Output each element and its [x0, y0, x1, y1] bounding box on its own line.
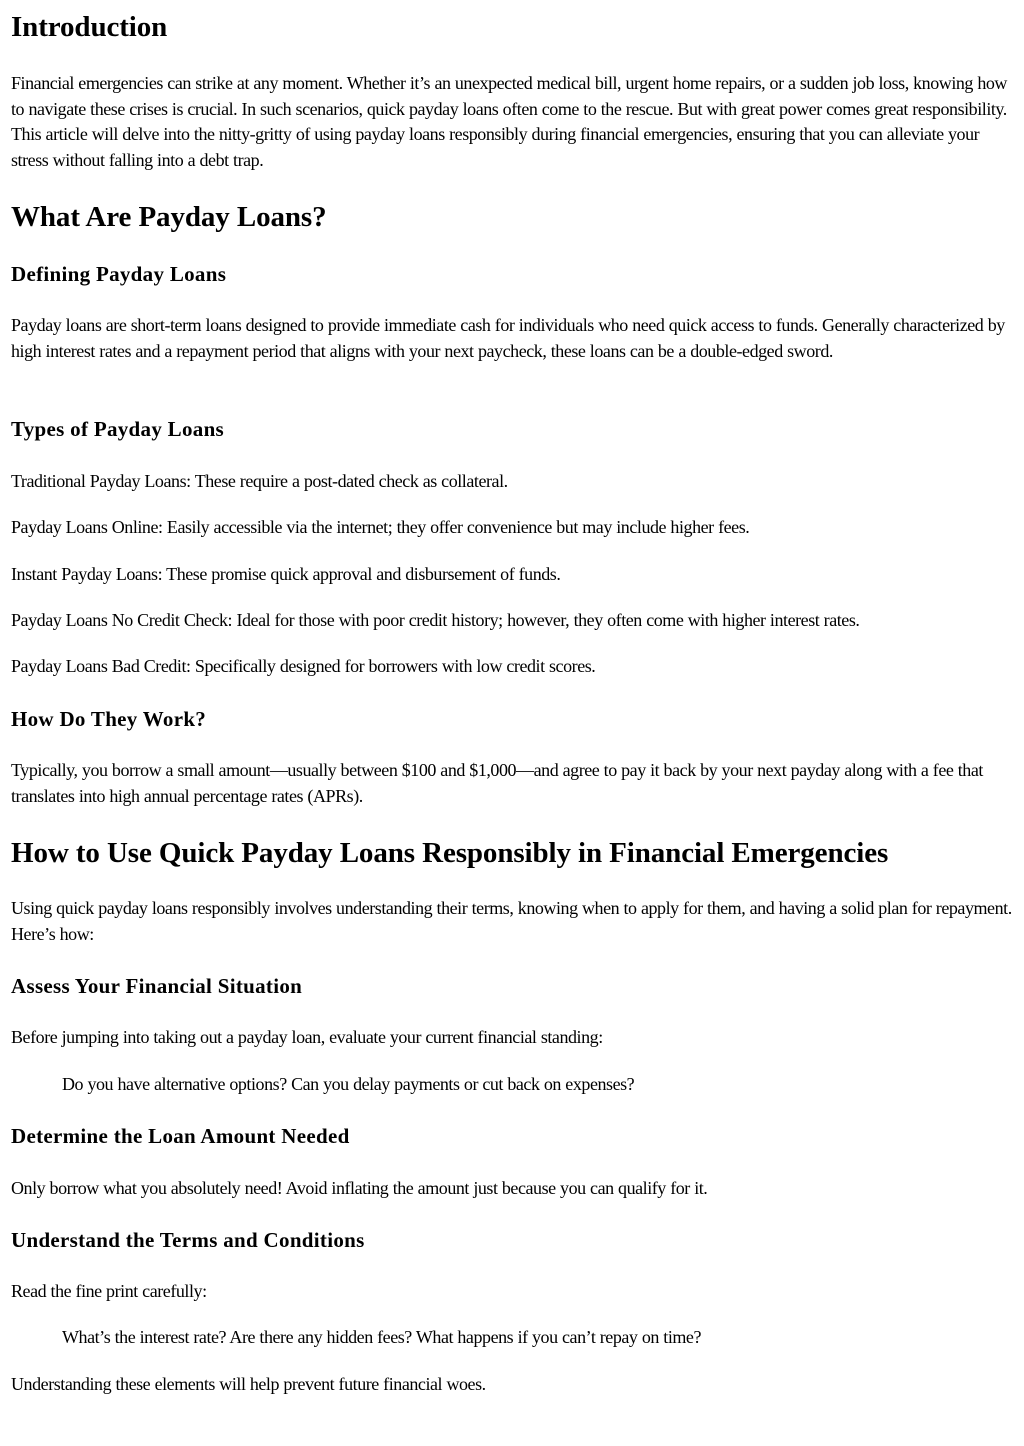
- paragraph-determine-amount: Only borrow what you absolutely need! Avoid inflating the amount just because you can qualify for it.: [11, 1178, 708, 1198]
- heading-understand-terms: Understand the Terms and Conditions: [11, 1228, 365, 1252]
- paragraph-terms-questions: What’s the interest rate? Are there any hidden fees? What happens if you can’t repay on time?: [62, 1327, 702, 1347]
- paragraph-type-instant: Instant Payday Loans: These promise quick approval and disbursement of funds.: [11, 564, 561, 584]
- paragraph-terms-conclusion: Understanding these elements will help prevent future financial woes.: [11, 1374, 486, 1394]
- paragraph-assess-situation: Before jumping into taking out a payday loan, evaluate your current financial standing:: [11, 1027, 603, 1047]
- heading-assess-situation: Assess Your Financial Situation: [11, 974, 303, 998]
- paragraph-defining-payday-loans: Payday loans are short-term loans designed to provide immediate cash for individuals who need quick access to funds. Generally characterized by high interest rates and a repayment period that aligns with your next paycheck, these loans can be a double-edged sword.: [11, 315, 1005, 361]
- heading-defining-payday-loans: Defining Payday Loans: [11, 262, 227, 286]
- heading-types-of-payday-loans: Types of Payday Loans: [11, 417, 225, 441]
- heading-introduction: Introduction: [11, 11, 168, 43]
- paragraph-assess-question: Do you have alternative options? Can you delay payments or cut back on expenses?: [62, 1074, 635, 1094]
- paragraph-introduction: Financial emergencies can strike at any moment. Whether it’s an unexpected medical bill, urgent home repairs, or a sudden job loss, knowing how to navigate these crises is crucial. In such scenarios, quick payday loans often come to the rescue. But with great power comes great responsibility. This article will delve into the nitty-gritty of using payday loans responsibly during financial emergencies, ensuring that you can alleviate your stress without falling into a debt trap.: [11, 73, 1007, 170]
- paragraph-how-do-they-work: Typically, you borrow a small amount—usually between $100 and $1,000—and agree to pay it back by your next payday along with a fee that translates into high annual percentage rates (APRs).: [11, 760, 983, 806]
- paragraph-type-no-credit-check: Payday Loans No Credit Check: Ideal for those with poor credit history; however, they often come with higher interest rates.: [11, 610, 860, 630]
- paragraph-type-bad-credit: Payday Loans Bad Credit: Specifically designed for borrowers with low credit scores.: [11, 656, 596, 676]
- heading-use-responsibly: How to Use Quick Payday Loans Responsibly in Financial Emergencies: [11, 837, 889, 869]
- heading-how-do-they-work: How Do They Work?: [11, 707, 207, 731]
- paragraph-use-responsibly: Using quick payday loans responsibly involves understanding their terms, knowing when to apply for them, and having a solid plan for repayment. Here’s how:: [11, 898, 1012, 944]
- paragraph-type-online: Payday Loans Online: Easily accessible via the internet; they offer convenience but may include higher fees.: [11, 517, 750, 537]
- heading-determine-amount: Determine the Loan Amount Needed: [11, 1124, 350, 1148]
- paragraph-type-traditional: Traditional Payday Loans: These require a post-dated check as collateral.: [11, 471, 508, 491]
- paragraph-understand-terms: Read the fine print carefully:: [11, 1281, 207, 1301]
- heading-what-are-payday-loans: What Are Payday Loans?: [11, 201, 327, 233]
